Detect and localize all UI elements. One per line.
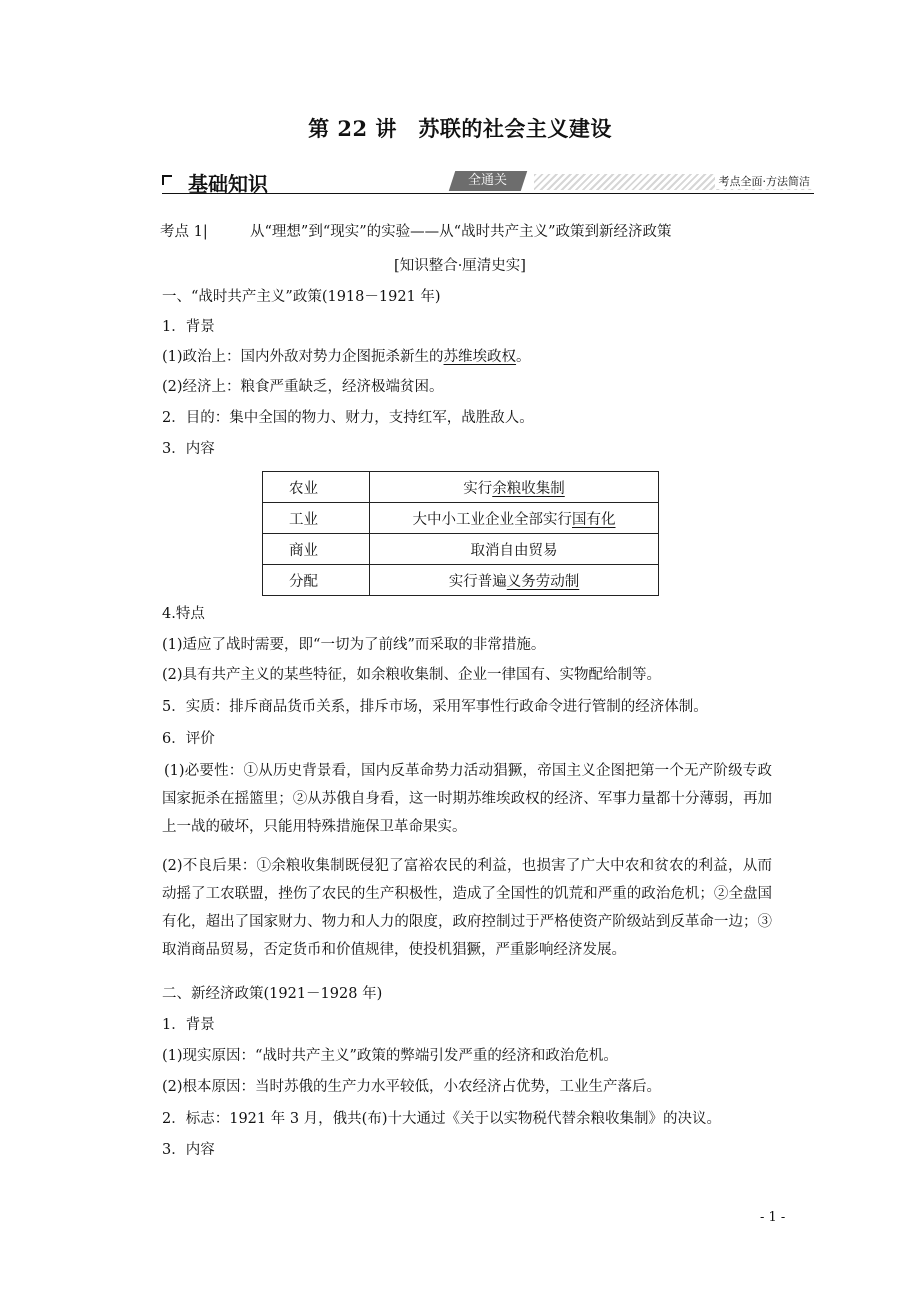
subheading: [知识整合·厘清史实]	[394, 258, 526, 274]
kaodian-label: 考点 1|	[160, 224, 208, 240]
evaluation-consequences: (2)不良后果：①余粮收集制既侵犯了富裕农民的利益，也损害了广大中农和贫农的利益，从而动摇了工农联盟，挫伤了农民的生产积极性，造成了全国性的饥荒和严重的政治危机；②全盘国有化，超出了国家财力、物力和人力的限度，政府控制过于严格使资产阶级站到反革命一边；③取消商品贸易，否定货币和价值规律，使投机猖獗，严重影响经济发展。	[162, 858, 772, 958]
item-evaluation: 6．评价	[162, 731, 215, 747]
policy-underlined: 义务劳动制	[506, 573, 580, 590]
sector-cell: 工业	[263, 503, 370, 534]
banner-right-text: 考点全面·方法简洁	[715, 173, 815, 189]
page-number: - 1 -	[760, 1210, 786, 1225]
policy-underlined: 国有化	[572, 511, 616, 528]
feature-1: (1)适应了战时需要，即“一切为了前线”而采取的非常措施。	[162, 637, 546, 653]
item-purpose: 2．目的：集中全国的物力、财力，支持红军，战胜敌人。	[162, 410, 534, 426]
policy-text: 实行普遍	[448, 573, 507, 590]
feature-2: (2)具有共产主义的某些特征，如余粮收集制、企业一律国有、实物配给制等。	[162, 667, 662, 683]
item-background: 1．背景	[162, 319, 215, 335]
policy-text: 取消自由贸易	[470, 542, 558, 559]
item-content: 3．内容	[162, 441, 215, 457]
banner-tag-label: 全通关	[468, 173, 508, 188]
policy-cell	[370, 472, 659, 503]
political-text: (1)政治上：国内外敌对势力企图扼杀新生的	[162, 349, 444, 365]
political-underlined: 苏维埃政权	[443, 349, 517, 365]
item-essence: 5．实质：排斥商品货币关系，排斥市场，采用军事性行政命令进行管制的经济体制。	[162, 699, 708, 715]
policy-cell	[370, 503, 659, 534]
policy-cell	[370, 534, 659, 565]
banner-underline	[162, 193, 814, 194]
table-row	[263, 565, 659, 596]
policy-text: 实行	[463, 480, 493, 497]
evaluation-necessity: (1)必要性：①从历史背景看，国内反革命势力活动猖獗，帝国主义企图把第一个无产阶级专政国家扼杀在摇篮里；②从苏俄自身看，这一时期苏维埃政权的经济、军事力量都十分薄弱，再加上一战的破坏，只能用特殊措施保卫革命果实。	[162, 763, 772, 835]
section-heading-1: 一、“战时共产主义”政策(1918－1921 年)	[162, 289, 441, 305]
section-heading-2: 二、新经济政策(1921－1928 年)	[162, 986, 383, 1002]
item-content-2: 3．内容	[162, 1142, 215, 1158]
sector-cell: 分配	[263, 565, 370, 596]
corner-mark-icon	[162, 175, 172, 185]
reason-fundamental: (2)根本原因：当时苏俄的生产力水平较低，小农经济占优势，工业生产落后。	[162, 1079, 662, 1095]
section-banner	[162, 168, 814, 194]
page-title: 第 22 讲 苏联的社会主义建设	[308, 116, 612, 141]
item-background-2: 1．背景	[162, 1017, 215, 1033]
sector-cell: 农业	[263, 472, 370, 503]
policy-cell	[370, 565, 659, 596]
banner-title: 基础知识	[188, 172, 268, 196]
table-row	[263, 472, 659, 503]
reason-realistic: (1)现实原因：“战时共产主义”政策的弊端引发严重的经济和政治危机。	[162, 1048, 618, 1064]
table-row	[263, 503, 659, 534]
political-end: 。	[516, 349, 531, 365]
sector-cell: 商业	[263, 534, 370, 565]
kaodian-heading: 从“理想”到“现实”的实验——从“战时共产主义”政策到新经济政策	[250, 224, 672, 240]
item-economic: (2)经济上：粮食严重缺乏，经济极端贫困。	[162, 379, 444, 395]
item-mark: 2．标志：1921 年 3 月，俄共(布)十大通过《关于以实物税代替余粮收集制》的决议。	[162, 1111, 721, 1127]
policy-underlined: 余粮收集制	[492, 480, 565, 497]
policy-text: 大中小工业企业全部实行	[412, 511, 572, 528]
banner-tag	[449, 171, 527, 191]
item-features: 4.特点	[162, 606, 205, 622]
table-row	[263, 534, 659, 565]
content-table	[262, 471, 659, 596]
item-political	[162, 343, 772, 371]
